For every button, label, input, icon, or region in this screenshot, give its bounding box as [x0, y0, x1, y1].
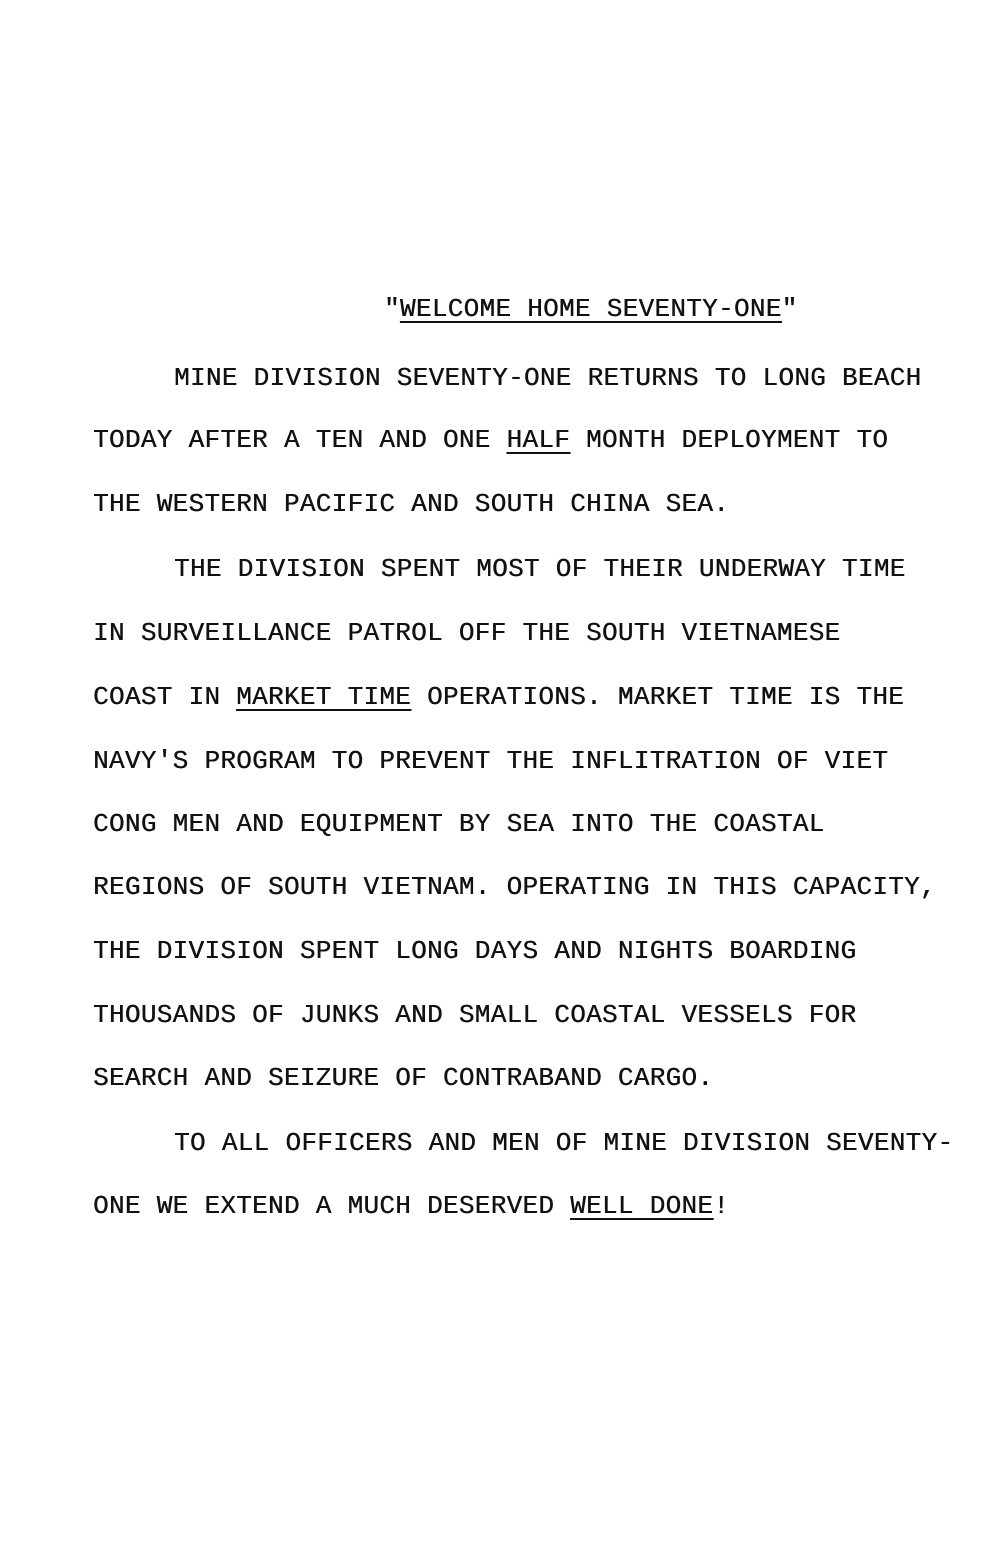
title-open-quote: ": [384, 294, 400, 324]
paragraph2-line5: CONG MEN AND EQUIPMENT BY SEA INTO THE COASTAL: [93, 809, 825, 839]
underlined-half: HALF: [506, 425, 571, 455]
paragraph2-line3: COAST IN MARKET TIME OPERATIONS. MARKET TIME IS THE: [93, 682, 905, 712]
paragraph2-line7: THE DIVISION SPENT LONG DAYS AND NIGHTS BOARDING: [93, 936, 857, 966]
underlined-well-done: WELL DONE: [570, 1191, 714, 1221]
paragraph3-line1: TO ALL OFFICERS AND MEN OF MINE DIVISION SEVENTY-: [174, 1128, 954, 1158]
paragraph2-line8: THOUSANDS OF JUNKS AND SMALL COASTAL VESSELS FOR: [93, 1000, 857, 1030]
paragraph2-line1: THE DIVISION SPENT MOST OF THEIR UNDERWAY TIME: [174, 554, 906, 584]
paragraph2-line2: IN SURVEILLANCE PATROL OFF THE SOUTH VIETNAMESE: [93, 618, 841, 648]
paragraph2-line4: NAVY'S PROGRAM TO PREVENT THE INFLITRATION OF VIET: [93, 746, 889, 776]
paragraph1-line2: TODAY AFTER A TEN AND ONE HALF MONTH DEPLOYMENT TO: [93, 425, 889, 455]
paragraph1-line1: MINE DIVISION SEVENTY-ONE RETURNS TO LONG BEACH: [174, 363, 922, 393]
underlined-market-time: MARKET TIME: [236, 682, 412, 712]
paragraph2-line9: SEARCH AND SEIZURE OF CONTRABAND CARGO.: [93, 1063, 714, 1093]
paragraph1-line3: THE WESTERN PACIFIC AND SOUTH CHINA SEA.: [93, 489, 730, 519]
title-close-quote: ": [781, 294, 798, 324]
paragraph3-line2: ONE WE EXTEND A MUCH DESERVED WELL DONE!: [93, 1191, 730, 1221]
document-title: [384, 293, 797, 325]
paragraph2-line6: REGIONS OF SOUTH VIETNAM. OPERATING IN THIS CAPACITY,: [93, 872, 936, 902]
title-text: WELCOME HOME SEVENTY-ONE: [399, 294, 782, 324]
